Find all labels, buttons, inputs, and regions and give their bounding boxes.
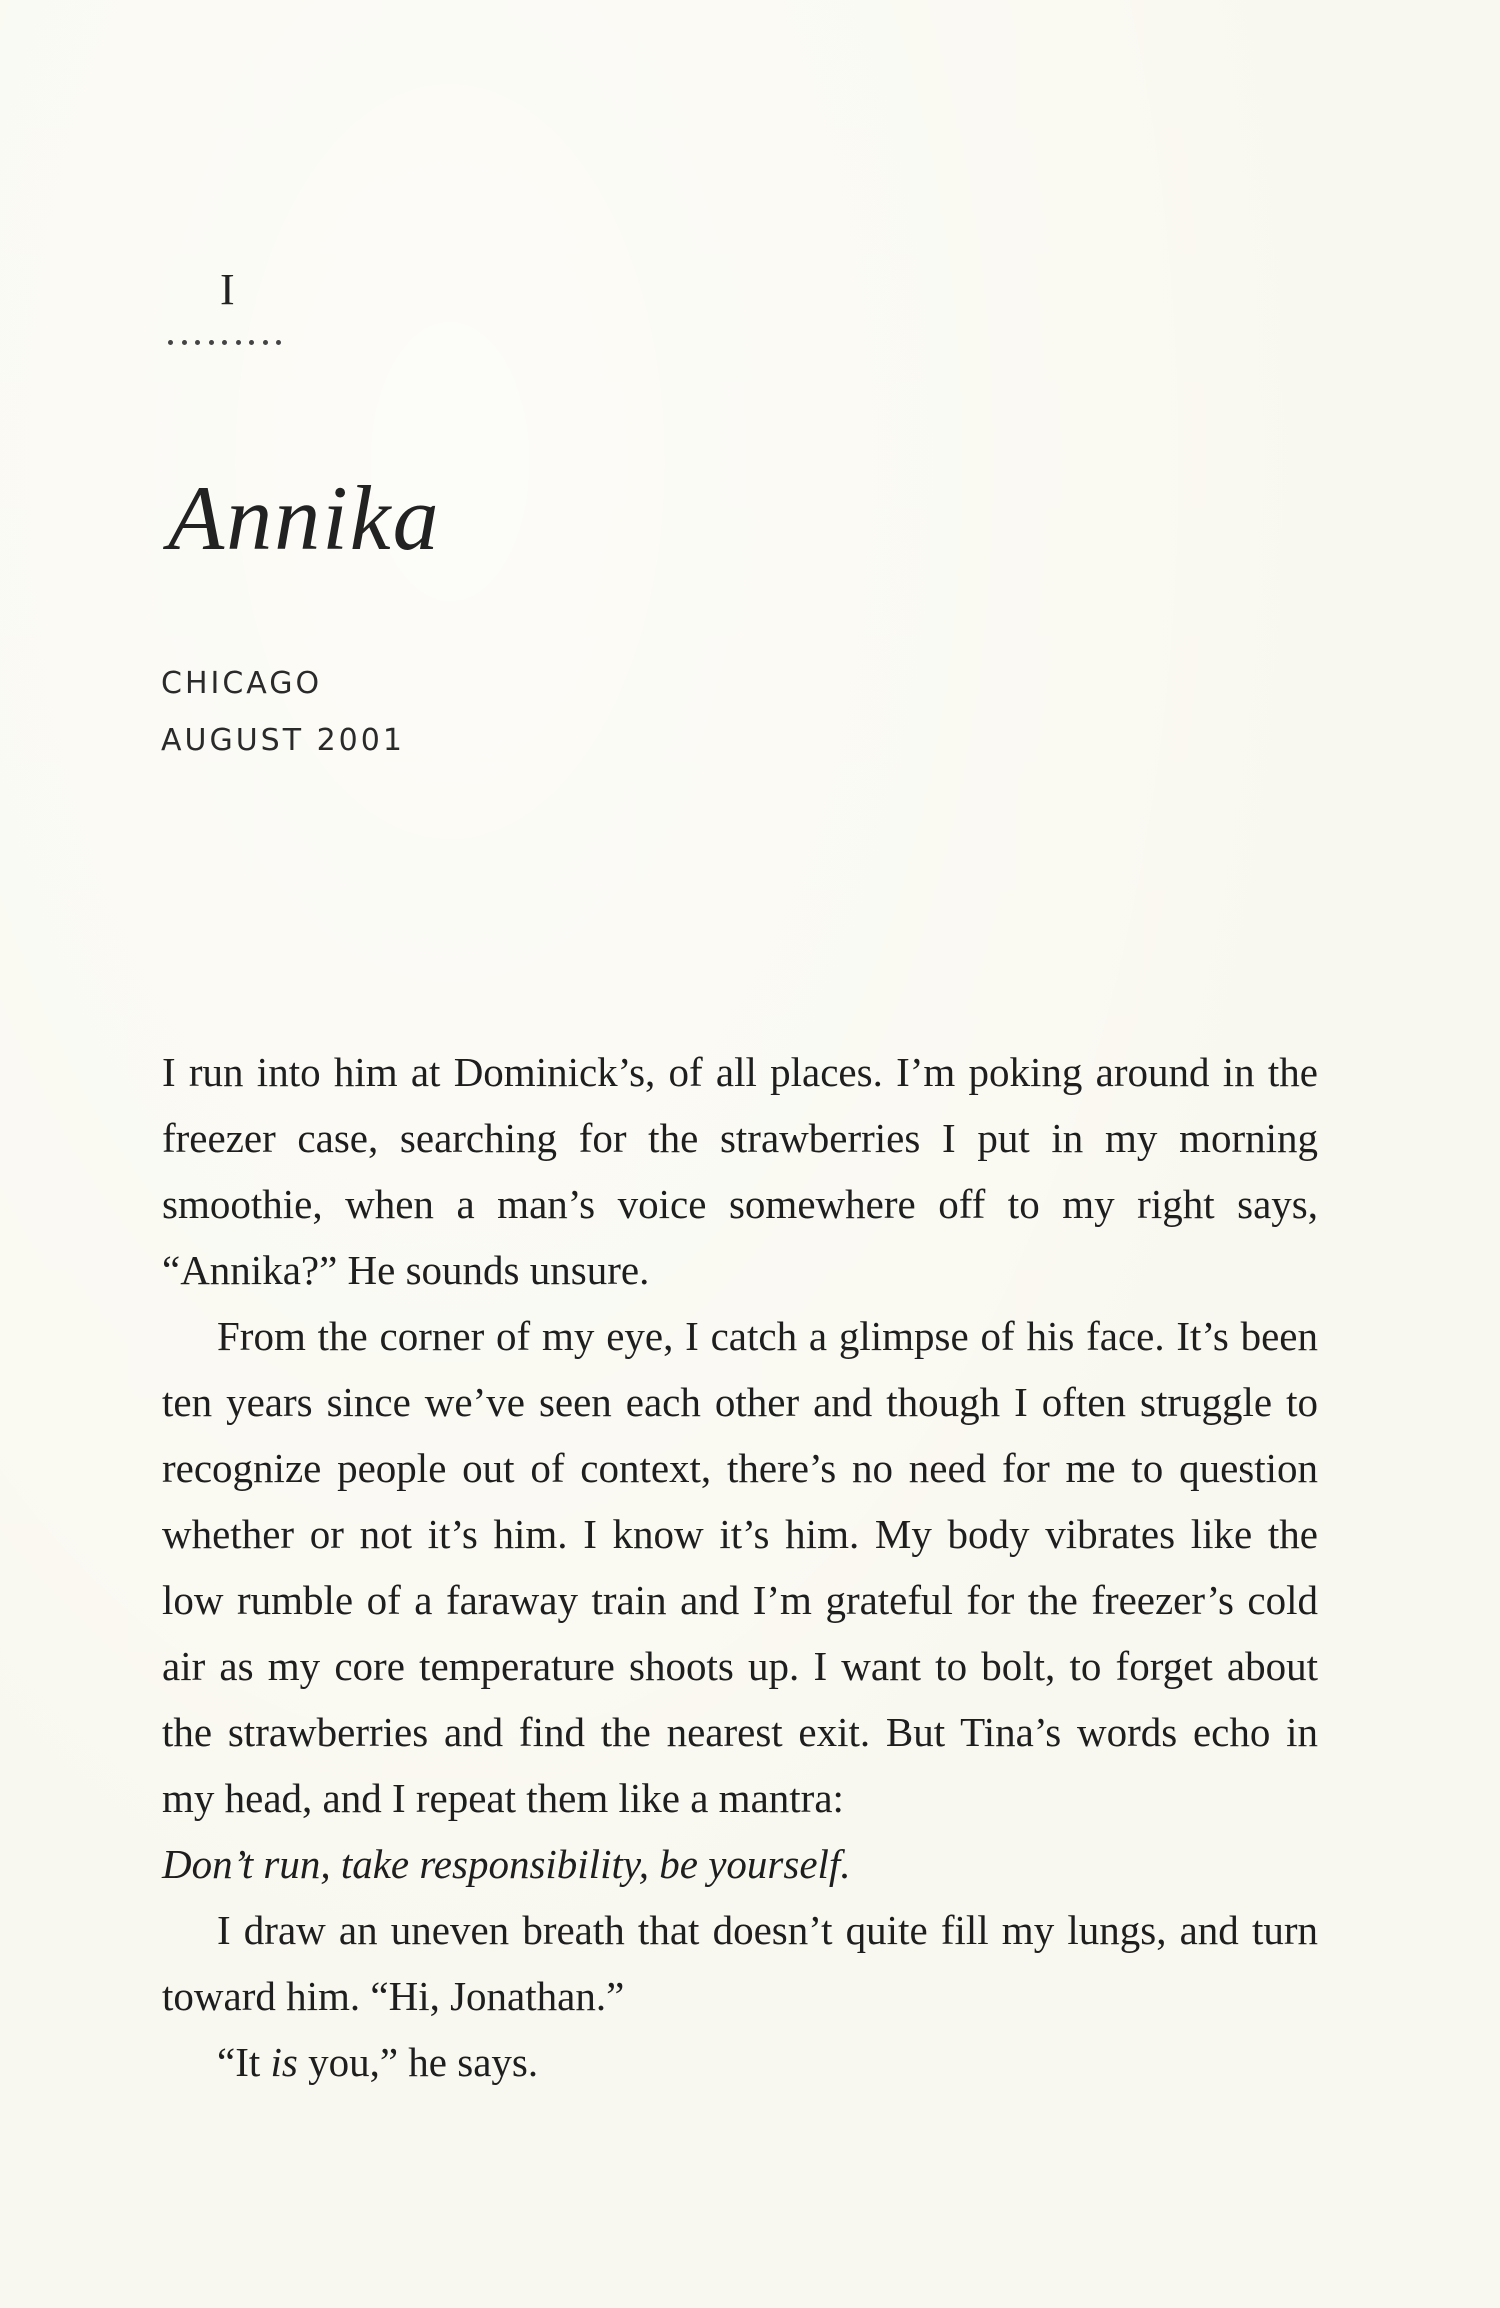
chapter-date: AUGUST 2001 (161, 723, 405, 758)
chapter-number: I (220, 265, 235, 314)
paragraph-3: I draw an uneven breath that doesn’t quite fill my lungs, and turn toward him. “Hi, Jonathan.” (162, 1907, 1318, 2019)
chapter-location: CHICAGO (161, 666, 323, 701)
paragraph-4-emphasis: is (270, 2039, 298, 2085)
chapter-title: Annika (168, 467, 441, 569)
paragraph-1: I run into him at Dominick’s, of all places. I’m poking around in the freezer case, searching for the strawberries I put in my morning smoothie, when a man’s voice somewhere off to my right says, “Annika?” He sounds unsure. (162, 1049, 1318, 1293)
chapter-dot-ornament (168, 340, 281, 345)
paragraph-2 (162, 1303, 1318, 1897)
paragraph-4 (162, 2029, 1318, 2095)
paragraph-4-end: you,” he says. (297, 2039, 539, 2085)
paragraph-4-start: “It (217, 2039, 271, 2085)
paragraph-2-mantra: Don’t run, take responsibility, be yourself. (162, 1841, 851, 1887)
body-text (162, 1039, 1318, 2095)
paragraph-2-text: From the corner of my eye, I catch a glimpse of his face. It’s been ten years since we’ve seen each other and though I often struggle to recognize people out of context, there’s no need for me to question whether or not it’s him. I know it’s him. My body vibrates like the low rumble of a faraway train and I’m grateful for the freezer’s cold air as my core temperature shoots up. I want to bolt, to forget about the strawberries and find the nearest exit. But Tina’s words echo in my head, and I repeat them like a mantra: (162, 1313, 1318, 1821)
